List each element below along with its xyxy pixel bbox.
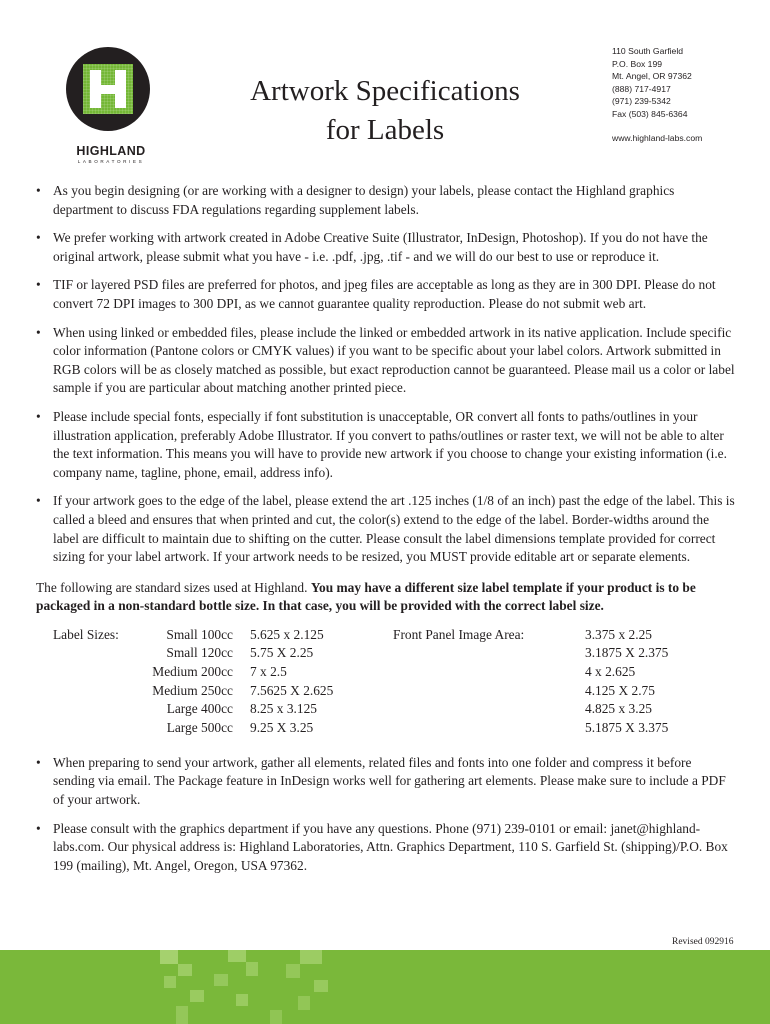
size-dims: 7 x 2.5 bbox=[250, 664, 287, 680]
logo-h-mark bbox=[83, 64, 133, 114]
revision-date: Revised 092916 bbox=[672, 937, 734, 947]
bullet-text: Please include special fonts, especially if font substitution is unacceptable, OR convert all fonts to paths/outlines in your illustration application, preferably Adobe Illustrator. If you convert to paths/outlines or raster text, we will not be able to alter the text information. This means you will have to provide new artwork if you choose to change your existing information (i.e. company name, tagline, phone, email, address info). bbox=[53, 408, 727, 480]
size-dims: 7.5625 X 2.625 bbox=[250, 682, 334, 698]
size-dims: 9.25 X 3.25 bbox=[250, 719, 314, 735]
bullet-dot: • bbox=[36, 754, 41, 770]
size-name: Large 400cc bbox=[166, 701, 233, 717]
contact-block bbox=[612, 45, 762, 145]
title-line-1: Artwork Specifications bbox=[250, 75, 520, 107]
size-dims: 8.25 x 3.125 bbox=[250, 701, 317, 717]
label-sizes-table bbox=[53, 626, 736, 742]
phone-line: (971) 239-5342 bbox=[612, 96, 671, 106]
size-dims-column bbox=[250, 626, 333, 738]
list-item bbox=[36, 324, 736, 398]
logo-company-name: HIGHLAND bbox=[76, 144, 146, 158]
bullet-dot: • bbox=[36, 493, 41, 509]
list-item bbox=[36, 408, 736, 482]
standard-sizes-note: You may have a different size label template if your product is to be packaged in a non-standard bottle size. In that case, you will be provided with the correct label size. bbox=[36, 579, 696, 614]
phone-line: (888) 717-4917 bbox=[612, 83, 671, 94]
list-item bbox=[36, 492, 736, 566]
list-item bbox=[36, 229, 736, 266]
standard-sizes-intro: The following are standard sizes used at Highland. bbox=[36, 579, 308, 595]
front-panel-dims: 4.825 x 3.25 bbox=[585, 701, 652, 717]
bullet-text: Please consult with the graphics department if you have any questions. Phone (971) 239-0101 or email: janet@highland-labs.com. Our physical address is: Highland Laboratories, Attn. Graphics Department, 110 S. Garfield St. (shipping)/P.O. Box 199 (mailing), Mt. Angel, Oregon, USA 97362. bbox=[53, 820, 728, 873]
bullet-dot: • bbox=[36, 230, 41, 246]
bullet-dot: • bbox=[36, 183, 41, 198]
website-link[interactable]: www.highland-labs.com bbox=[612, 133, 703, 143]
label-sizes-heading: Label Sizes: bbox=[53, 626, 119, 642]
bullet-dot: • bbox=[36, 408, 41, 424]
page-title bbox=[200, 72, 570, 150]
footer-band bbox=[0, 950, 770, 1024]
fax-line: Fax (503) 845-6364 bbox=[612, 108, 688, 119]
front-panel-dims: 5.1875 X 3.375 bbox=[585, 719, 669, 735]
bullet-text: We prefer working with artwork created in Adobe Creative Suite (Illustrator, InDesign, Photoshop). If you do not have the original artwork, please submit what you have - i.e. .pdf, .jpg, .tif - and we will do our best to use or reproduce it. bbox=[53, 230, 708, 264]
address-line: Mt. Angel, OR 97362 bbox=[612, 71, 692, 81]
logo-tagline: LABORATORIES bbox=[77, 159, 145, 164]
bullet-dot: • bbox=[36, 277, 41, 293]
list-item bbox=[36, 754, 736, 810]
standard-sizes-paragraph bbox=[36, 579, 736, 616]
document-body bbox=[36, 182, 736, 885]
size-dims: 5.75 X 2.25 bbox=[250, 645, 314, 661]
bullet-text: TIF or layered PSD files are preferred for photos, and jpeg files are acceptable as long as they are in 300 DPI. Please do not convert 72 DPI images to 300 DPI, as we cannot guarantee quality reproduction. Please do not submit web art. bbox=[53, 277, 716, 311]
front-panel-dims: 4 x 2.625 bbox=[585, 664, 636, 680]
front-panel-heading: Front Panel Image Area: bbox=[393, 626, 525, 642]
size-dims: 5.625 x 2.125 bbox=[250, 626, 324, 642]
size-name: Small 100cc bbox=[166, 626, 233, 642]
list-item bbox=[36, 182, 736, 219]
size-names-column bbox=[119, 626, 233, 738]
front-panel-dims: 3.1875 X 2.375 bbox=[585, 645, 669, 661]
front-panel-dims: 4.125 X 2.75 bbox=[585, 682, 655, 698]
bullet-dot: • bbox=[36, 820, 41, 836]
list-item bbox=[36, 820, 736, 876]
size-name: Large 500cc bbox=[166, 719, 233, 735]
bullet-text: If your artwork goes to the edge of the label, please extend the art .125 inches (1/8 of an inch) past the edge of the label. This is called a bleed and ensures that when printed and cut, the color(s) extend to the edge of the label. Border-widths around the label are difficult to maintain due to shifting on the cutter. Please consult the label dimensions template provided for correct sizing for your label artwork. If your artwork needs to be resized, you MUST provide editable art or separate elements. bbox=[53, 493, 735, 565]
bullet-text: As you begin designing (or are working with a designer to design) your labels, please contact the Highland graphics department to discuss FDA regulations regarding supplement labels. bbox=[53, 183, 675, 217]
address-line: P.O. Box 199 bbox=[612, 58, 663, 69]
bullet-text: When preparing to send your artwork, gather all elements, related files and fonts into one folder and compress it before sending via email. The Package feature in InDesign works well for gathering art elements. Please make sure to include a PDF of your artwork. bbox=[53, 754, 726, 808]
front-panel-column bbox=[585, 626, 668, 738]
size-name: Small 120cc bbox=[166, 645, 233, 661]
title-line-2: for Labels bbox=[325, 114, 445, 146]
front-panel-dims: 3.375 x 2.25 bbox=[585, 626, 652, 642]
address-line: 110 South Garfield bbox=[612, 46, 684, 56]
size-name: Medium 200cc bbox=[152, 664, 233, 680]
size-name: Medium 250cc bbox=[152, 682, 233, 698]
list-item bbox=[36, 276, 736, 313]
bullet-dot: • bbox=[36, 324, 41, 340]
bullet-text: When using linked or embedded files, please include the linked or embedded artwork in its native application. Include specific color information (Pantone colors or CMYK values) if you want to be specific about your label colors. Artwork submitted in RGB colors will be as closely matched as possible, but exact reproduction cannot be guaranteed. Please mail us a color or label sample if you are particular about matching another printed piece. bbox=[53, 324, 735, 396]
